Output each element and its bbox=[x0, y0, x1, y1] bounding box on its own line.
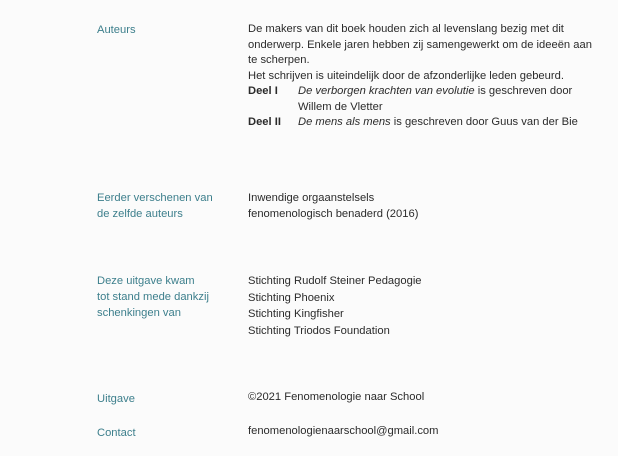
authors-intro: De makers van dit boek houden zich al levenslang bezig met dit onderwerp. Enkele jaren hebben zij samengewerkt om de ideeën aan te scherpen. bbox=[248, 23, 592, 66]
sponsor-item: Stichting Kingfisher bbox=[248, 308, 344, 320]
edition-value: ©2021 Fenomenologie naar School bbox=[248, 391, 425, 403]
part-1-text: is geschreven door Willem de Vletter bbox=[298, 85, 573, 113]
part-1-number: Deel I bbox=[248, 85, 278, 97]
previous-value bbox=[248, 190, 598, 222]
authors-written-by: Het schrijven is uiteindelijk door de afzonderlijke leden gebeurd. bbox=[248, 69, 564, 82]
sponsor-item: Stichting Triodos Foundation bbox=[248, 324, 390, 337]
part-1 bbox=[248, 84, 598, 115]
part-2 bbox=[248, 115, 598, 131]
contact-email[interactable]: fenomenologienaarschool@gmail.com bbox=[248, 425, 439, 437]
sponsors-list bbox=[248, 273, 598, 339]
previous-label: Eerder verschenen van de zelfde auteurs bbox=[97, 192, 213, 220]
authors-label: Auteurs bbox=[97, 24, 136, 36]
part-1-title: De verborgen krachten van evolutie bbox=[298, 85, 475, 97]
part-2-title: De mens als mens bbox=[298, 116, 391, 128]
edition-label: Uitgave bbox=[97, 393, 135, 405]
previous-title-line2: fenomenologisch benaderd (2016) bbox=[248, 208, 419, 220]
sponsor-item: Stichting Phoenix bbox=[248, 291, 335, 304]
previous-title-line1: Inwendige orgaanstelsels bbox=[248, 192, 375, 204]
sponsor-item: Stichting Rudolf Steiner Pedagogie bbox=[248, 275, 422, 287]
contact-label: Contact bbox=[97, 427, 136, 439]
authors-value bbox=[248, 22, 598, 131]
sponsors-label: Deze uitgave kwam tot stand mede dankzij schenkingen van bbox=[97, 275, 209, 319]
part-2-text: is geschreven door Guus van der Bie bbox=[393, 116, 578, 128]
part-2-number: Deel II bbox=[248, 116, 281, 128]
